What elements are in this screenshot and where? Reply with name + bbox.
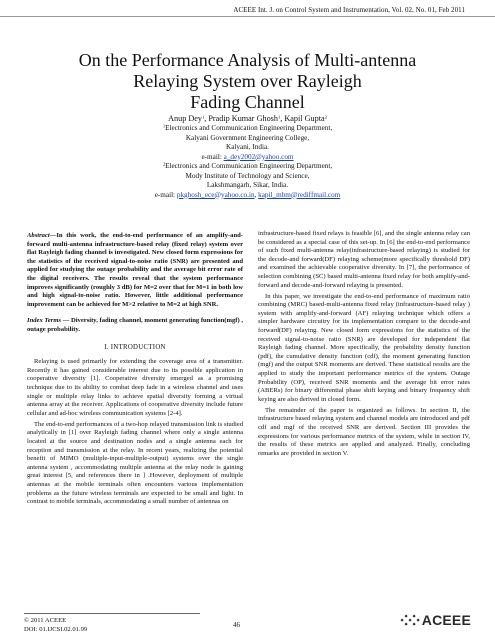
affiliation-2-inst: Mody Institute of Technology and Science,: [185, 171, 310, 180]
affiliation-1-inst: Kalyani Government Engineering College,: [185, 133, 310, 142]
running-header: [0, 0, 495, 32]
affiliation-1-dept: $^1$Electronics and Communication Engineering Department,: [162, 123, 333, 132]
intro-paragraph-5: The remainder of the paper is organized as follows. In section II, the infrastructure based relaying system and channel models are introduced and pdf cdf and mgf of the received SNR are derived. Section III provides the expressions for various performance metrics of the system, while in section IV, the results of these metrics are applied and analyzed. Finally, concluding remarks are provided in section V.: [258, 406, 470, 457]
email-link-3[interactable]: kapil_mbm@rediffmail.com: [258, 190, 341, 199]
intro-paragraph-4: In this paper, we investigate the end-to-end performance of maximum ratio combining (MRC) based-multi-antenna fixed relay (infrastructure-based relay ) system with amplify-and-forward (AF) relaying technique which offers a simpler hardware circuitry for its implementation compare to the decode-and forward(DF) relaying. New closed form expressions for the statistics of the received signal-to-noise ratio (SNR) are developed for independent flat Rayleigh fading channel. More specifically, the probability density function (pdf), the cumulative density function (cdf), the moment generating function (mgf) and the output SNR moments are derived. These statistical results are the applied to study the important performance metrics of the system. Outage Probability (OP), received SNR moments and the average bit error rates (ABERs) for binary differential phase shift keying and binary frequency shift keying are also derived in closed form.: [258, 292, 470, 403]
affiliation-2-dept: $^2$Electronics and Communication Engineering Department,: [162, 161, 333, 170]
affiliation-2-city: Lakshmangarh, Sikar, India.: [206, 181, 289, 189]
title-line-1: On the Performance Analysis of Multi-antenna: [78, 50, 417, 70]
aceee-logo-icon: [400, 612, 422, 628]
email-link-1[interactable]: a_dey2002@yahoo.com: [223, 152, 294, 161]
intro-paragraph-3: infrastructure-based fixed relays is feasible [6], and the single antenna relay can be considered as a special case of this set-up. In [6] the end-to-end performance of such fixed multi-antenna relay(infrastructure-based relaying) is studied for the decode-and forward(DF) relaying scheme(more specifically threshold DF) and examined the achievable cooperative diversity. In [7], the performance of selection combining (SC) based multi-antenna fixed relay for both amplify-and-forward and decode-and-forward relaying is presented.: [258, 230, 470, 289]
right-column: [258, 230, 470, 461]
author-block: [20, 114, 475, 200]
intro-paragraph-2: The end-to-end performances of a two-hop relayed transmission link is studied analytically in [1] over Rayleigh fading channel where only a single antenna located at the source and destination nodes and a single antenna each for reception and transmission at the relay. In recent years, realizing the potential benefit of MIMO (multiple-input-multiple-output) systems over the single antenna system , accommodating multiple antenna at the relay node is gaining great interest [5, and references there in ] .However, deployment of multiple antennas at the mobile terminals often encounters various implementation problems as the future wireless terminals are expected to be small and light. In contrast to mobile terminals, accommodating a small number of antennas on: [27, 420, 243, 506]
page-number: 46: [233, 621, 240, 629]
doi-text: DOI: 01.IJCSI.02.01.99: [24, 625, 88, 633]
abstract: Abstract—In this work, the end-to-end performance of an amplify-and-forward multi-antenna infrastructure-based relay (fixed relay) system over flat Rayleigh fading channel is investigated. New closed form expressions for the statistics of the received signal-to-noise ratio (SNR) are presented and applied for studying the outage probability and the average bit error rate of the digital receivers. The results reveal that the system performance improves significantly (roughly 3 dB) for M=2 over that for M=1 in both low and high signal-to-noise ratio. However, little additional performance improvement can be achieved for M>2 relative to M=2 at high SNR.: [27, 232, 243, 308]
intro-paragraph-1: Relaying is used primarily for extending the coverage area of a transmitter. Recently it has gained considerable interest due to its possible application in cooperative diversity [1]. Cooperative diversity emerged as a promising technique due to its ability to combat deep fade in a wireless channel and uses single or multiple relay links to achieve spatial diversity forming a virtual antenna array at the receiver. Applications of cooperative diversity include future cellular and ad-hoc wireless communication systems [2-4].: [27, 358, 243, 417]
affiliation-2-email: e-mail: pkghosh_ece@yahoo.co.in, kapil_mbm@rediffmail.com: [154, 190, 341, 199]
title-line-3: Fading Channel: [190, 92, 305, 112]
footer-rule: [24, 613, 200, 614]
affiliation-1-city: Kalyani, India.: [226, 143, 269, 151]
aceee-logo: [400, 612, 471, 628]
author-names: Anup Dey$^1$, Pradip Kumar Ghosh$^1$, Kapil Gupta$^2$: [168, 114, 327, 123]
logo-text: ACEEE: [421, 612, 471, 628]
paper-title: [20, 50, 475, 113]
title-line-2: Relaying System over Rayleigh: [133, 71, 362, 91]
affiliation-1-email: e-mail: a_dey2002@yahoo.com: [201, 152, 294, 161]
footer-info: [24, 617, 87, 634]
section-heading-introduction: I. INTRODUCTION: [104, 343, 166, 351]
header-rule: [0, 16, 495, 17]
email-link-2[interactable]: pkghosh_ece@yahoo.co.in: [176, 190, 255, 199]
copyright-text: © 2011 ACEEE: [24, 617, 67, 624]
index-terms: Index Terms — Diversity, fading channel, moment generating function(mgf) , outage probability.: [27, 317, 243, 333]
journal-header: ACEEE Int. J. on Control System and Instrumentation, Vol. 02, No. 01, Feb 2011: [233, 6, 465, 14]
left-column: [27, 232, 243, 509]
